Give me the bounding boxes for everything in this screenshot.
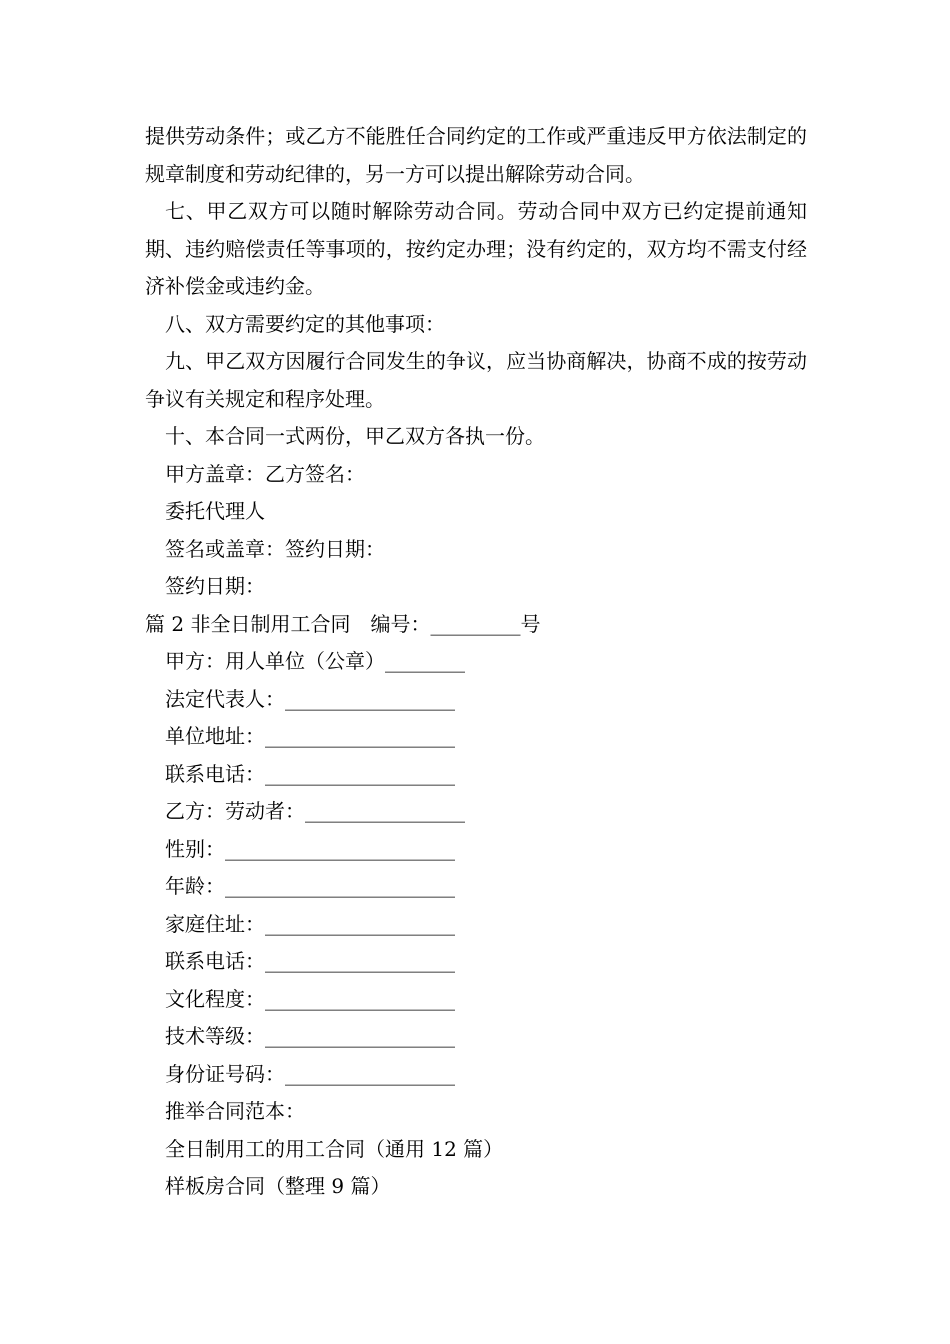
paragraph-clause-10: 十、本合同一式两份，甲乙双方各执一份。 — [165, 424, 545, 448]
contract-fields — [145, 643, 807, 1093]
paragraph-clause-7: 七、甲乙双方可以随时解除劳动合同。劳动合同中双方已约定提前通知期、违约赔偿责任等事项的，按约定办理；没有约定的，双方均不需支付经济补偿金或违约金。 — [145, 199, 807, 298]
signature-line-party-a-b: 甲方盖章：乙方签名： — [165, 461, 365, 486]
field-line: 联系电话：___________________ — [165, 761, 455, 786]
field-line: 法定代表人：_________________ — [165, 686, 455, 711]
signature-line-date: 签约日期： — [165, 574, 265, 598]
paragraph-termination-conditions: 提供劳动条件；或乙方不能胜任合同约定的工作或严重违反甲方依法制定的规章制度和劳动纪律的，另一方可以提出解除劳动合同。 — [145, 124, 807, 186]
field-line: 乙方：劳动者：________________ — [165, 799, 465, 823]
signature-line-agent: 委托代理人 — [165, 499, 265, 523]
field-line: 性别：_______________________ — [165, 836, 455, 861]
field-line: 技术等级：___________________ — [165, 1024, 455, 1048]
field-line: 联系电话：___________________ — [165, 949, 455, 973]
signature-line-sign-or-seal: 签名或盖章：签约日期： — [165, 536, 385, 561]
document-body — [145, 118, 807, 1206]
field-line: 身份证号码：_________________ — [165, 1061, 455, 1086]
section-heading: 篇 2 非全日制用工合同 编号：_________号 — [145, 611, 541, 636]
recommend-link[interactable]: 全日制用工的用工合同（通用 12 篇） — [165, 1136, 504, 1161]
field-line: 甲方：用人单位（公章）________ — [165, 649, 465, 673]
field-line: 家庭住址：___________________ — [165, 911, 455, 936]
field-line: 年龄：_______________________ — [165, 874, 455, 898]
recommend-link[interactable]: 样板房合同（整理 9 篇） — [165, 1174, 391, 1198]
field-line: 文化程度：___________________ — [165, 986, 455, 1011]
recommend-title: 推举合同范本： — [165, 1099, 305, 1123]
paragraph-clause-9: 九、甲乙双方因履行合同发生的争议，应当协商解决，协商不成的按劳动争议有关规定和程序处理。 — [145, 349, 807, 411]
field-line: 单位地址：___________________ — [165, 724, 455, 748]
paragraph-clause-8: 八、双方需要约定的其他事项： — [165, 311, 445, 336]
